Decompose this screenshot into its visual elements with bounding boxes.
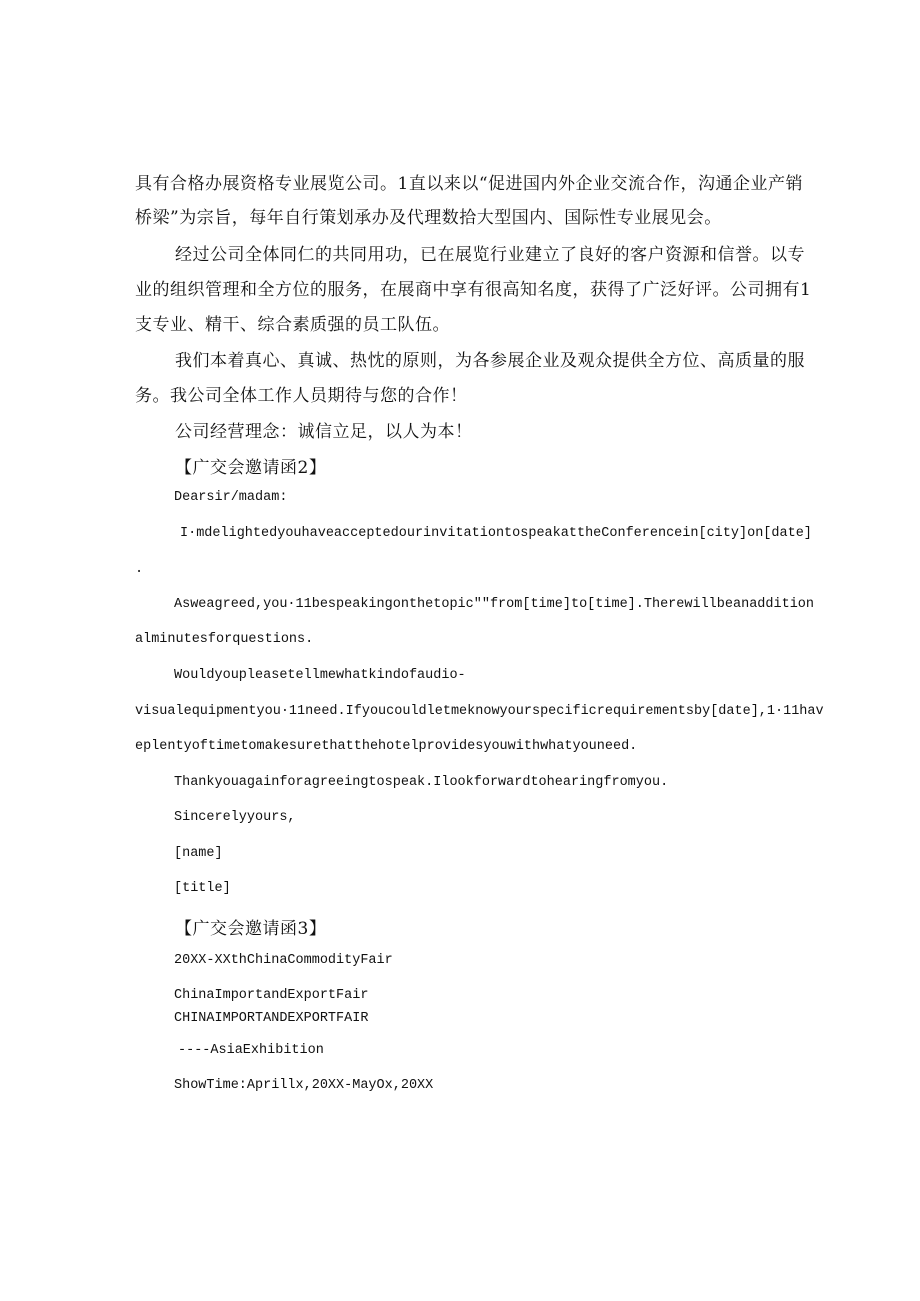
fair-line: CHINAIMPORTANDEXPORTFAIR xyxy=(174,1011,369,1026)
letter-line: Thankyouagainforagreeingtospeak.Ilookforwardtohearingfromyou. xyxy=(174,775,669,790)
body-text-line: 具有合格办展资格专业展览公司。1直以来以“促进国内外企业交流合作，沟通企业产销 xyxy=(135,174,804,194)
letter-line: I·mdelightedyouhaveacceptedourinvitationtospeakattheConferencein[city]on[date] xyxy=(180,526,812,541)
motto-line: 公司经营理念：诚信立足，以人为本！ xyxy=(175,422,473,442)
closing: Sincerelyyours, xyxy=(174,810,296,825)
fair-line: ChinaImportandExportFair xyxy=(174,988,369,1003)
body-text-line: 业的组织管理和全方位的服务，在展商中享有很高知名度，获得了广泛好评。公司拥有1 xyxy=(135,280,812,300)
body-text-line: 支专业、精干、综合素质强的员工队伍。 xyxy=(135,315,450,335)
signature-title: [title] xyxy=(174,881,231,896)
letter-line: visualequipmentyou·11need.Ifyoucouldletmeknowyourspecificrequirementsby[date],1·11hav xyxy=(135,704,824,719)
signature-name: [name] xyxy=(174,846,223,861)
section-heading: 【广交会邀请函3】 xyxy=(175,919,327,939)
letter-line: Asweagreed,you·11bespeakingonthetopic""from[time]to[time].Therewillbeanaddition xyxy=(174,597,815,612)
body-text-line: 经过公司全体同仁的共同用功，已在展览行业建立了良好的客户资源和信誉。以专 xyxy=(175,245,805,265)
section-heading: 【广交会邀请函2】 xyxy=(175,458,327,478)
letter-line: . xyxy=(135,562,144,577)
letter-line: eplentyoftimetomakesurethatthehotelprovidesyouwithwhatyouneed. xyxy=(135,739,638,754)
show-time: ShowTime:Aprillx,20XX-MayOx,20XX xyxy=(174,1078,434,1093)
letter-line: alminutesforquestions. xyxy=(135,632,314,647)
body-text-line: 我们本着真心、真诚、热忱的原则，为各参展企业及观众提供全方位、高质量的服 xyxy=(175,351,805,371)
salutation: Dearsir/madam: xyxy=(174,490,288,505)
body-text-line: 务。我公司全体工作人员期待与您的合作！ xyxy=(135,386,468,406)
fair-line: 20XX-XXthChinaCommodityFair xyxy=(174,953,393,968)
letter-line: Wouldyoupleasetellmewhatkindofaudio- xyxy=(174,668,466,683)
fair-line: ----AsiaExhibition xyxy=(178,1043,324,1058)
body-text-line: 桥梁”为宗旨，每年自行策划承办及代理数拾大型国内、国际性专业展见会。 xyxy=(135,208,722,228)
